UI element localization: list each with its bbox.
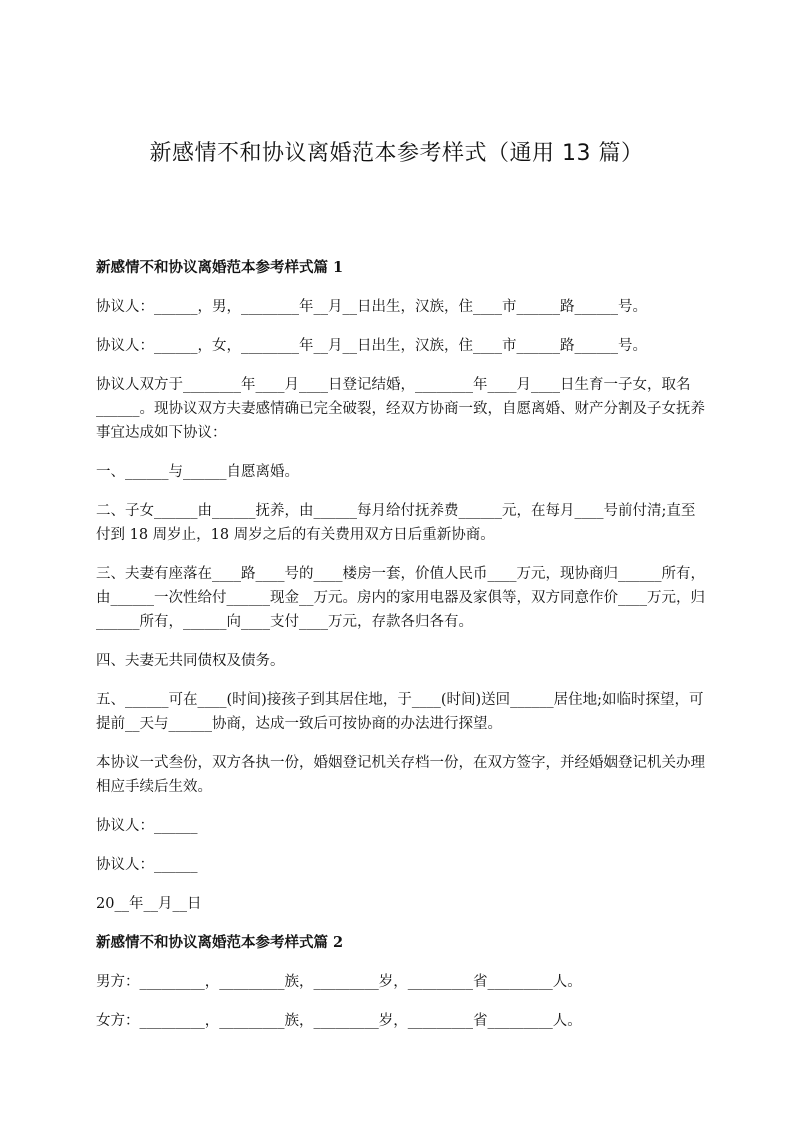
signature-line: 协议人：______ <box>96 818 198 834</box>
paragraph: 协议人：______，男，________年__月__日出生，汉族，住____市______路______号。 <box>96 299 647 315</box>
paragraph: 女方：_________，_________族，_________岁，_________省_________人。 <box>96 1013 582 1029</box>
paragraph: 一、______与______自愿离婚。 <box>96 464 299 480</box>
document-title: 新感情不和协议离婚范本参考样式（通用 13 篇） <box>149 141 644 166</box>
paragraph: 本协议一式叁份，双方各执一份，婚姻登记机关存档一份，在双方签字，并经婚姻登记机关办理相应手续后生效。 <box>96 755 705 795</box>
paragraph: 二、子女______由______抚养，由______每月给付抚养费______元，在每月____号前付清;直至付到 18 周岁止，18 周岁之后的有关费用双方日后重新协商。 <box>96 503 696 543</box>
paragraph: 三、夫妻有座落在____路____号的____楼房一套，价值人民币____万元，现协商归______所有，由______一次性给付______现金__万元。房内的家用电器及家俱等，双方同意作价____万元，归______所有，______向____支付____万元，存款各归各有。 <box>96 566 705 630</box>
paragraph: 五、______可在____(时间)接孩子到其居住地，于____(时间)送回______居住地;如临时探望，可提前__天与______协商，达成一致后可按协商的办法进行探望。 <box>96 692 704 732</box>
paragraph: 协议人双方于________年____月____日登记结婚，________年____月____日生育一子女，取名______。现协议双方夫妻感情确已完全破裂，经双方协商一致，自愿离婚、财产分割及子女抚养事宜达成如下协议： <box>96 377 705 441</box>
signature-line: 协议人：______ <box>96 857 198 873</box>
document-body <box>96 256 706 1048</box>
paragraph: 四、夫妻无共同债权及债务。 <box>96 653 285 669</box>
section-heading: 新感情不和协议离婚范本参考样式篇 1 <box>96 259 344 276</box>
section-heading: 新感情不和协议离婚范本参考样式篇 2 <box>96 934 344 951</box>
paragraph: 男方：_________，_________族，_________岁，_________省_________人。 <box>96 974 582 990</box>
date-line: 20__年__月__日 <box>96 896 202 912</box>
paragraph: 协议人：______，女，________年__月__日出生，汉族，住____市______路______号。 <box>96 338 647 354</box>
